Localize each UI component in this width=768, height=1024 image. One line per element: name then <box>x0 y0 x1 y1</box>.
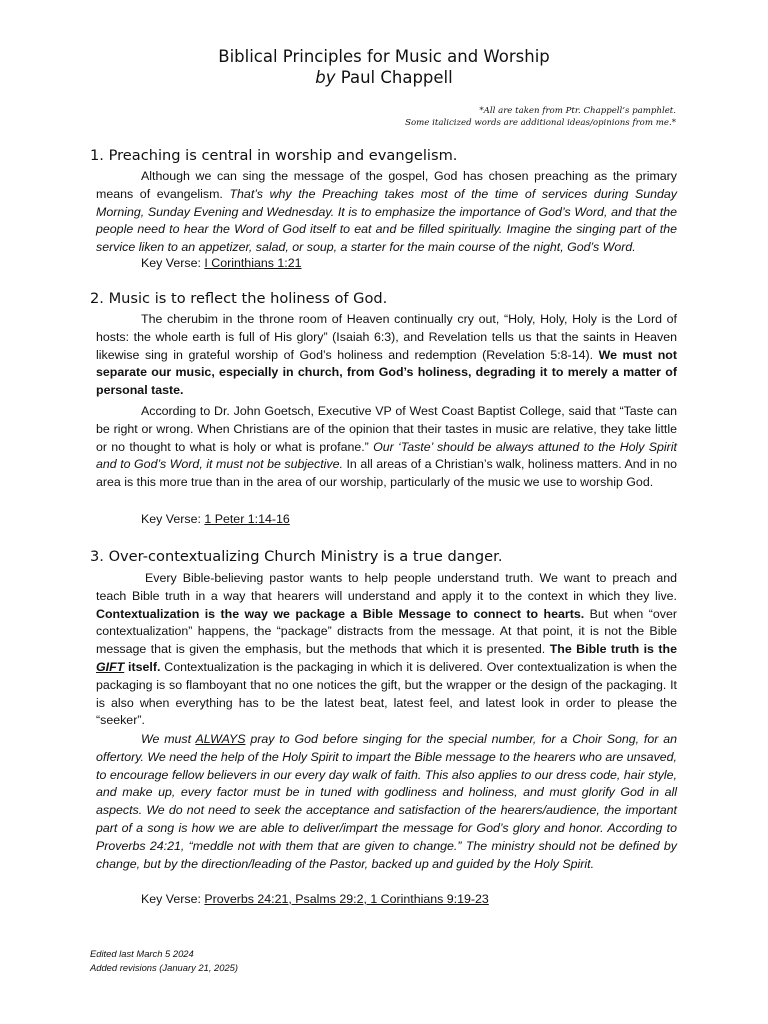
key-verse-reference: 1 Peter 1:14-16 <box>204 512 290 526</box>
section-3-heading: 3. Over-contextualizing Church Ministry is a true danger. <box>90 548 503 565</box>
section-2-p2-italic-text: Our ‘Taste’ should be always attuned to the Holy Spirit and to God’s Word, it must not be subjective. <box>96 439 677 472</box>
section-3-p2-text-b: pray to God before singing for the special number, for a Choir Song, for an offertory. We need the help of the Holy Spirit to impart the Bible message to the hearers who are unsaved, to encourage fellow believers in our every day walk of faith. This also applies to our dress code, hair style, and make up, every factor must be in tuned with godliness and holiness, and must glorify God in all aspects. We do not need to seek the acceptance and satisfaction of the hearers/audience, the important part of a song is how we are able to deliver/impart the message for God’s glory and honor. According to Proverbs 24:21, “meddle not with them that are given to change.” The ministry should not be defined by change, but by the direction/leading of the Pastor, backed up and guided by the Holy Spirit. <box>96 732 678 871</box>
source-note-line-2: Some italicized words are additional ideas/opinions from me.* <box>405 118 676 128</box>
section-1-paragraph <box>96 168 677 257</box>
section-2-p2-text-a: According to Dr. John Goetsch, Executive VP of West Coast Baptist College, said that “Taste can be right or wrong. When Christians are of the opinion that their tastes in music are relative, they take little or no thought to what is holy or what is profane.” <box>96 404 677 454</box>
section-2-p2-text-b: In all areas of a Christian’s walk, holiness matters. And in no area is this more true than in the area of our worship, particularly of the music we use to worship God. <box>96 457 677 490</box>
section-2-key-verse <box>141 512 290 526</box>
section-3-text-a: Every Bible-believing pastor wants to help people understand truth. We want to preach and teach Bible truth in a way that hearers will understand and apply it to the context in which they live. <box>96 571 677 603</box>
section-1-text: Although we can sing the message of the gospel, God has chosen preaching as the primary means of evangelism. <box>96 169 677 201</box>
section-1-key-verse <box>141 256 302 270</box>
section-2-heading: 2. Music is to reflect the holiness of God. <box>90 290 388 307</box>
key-verse-label: Key Verse: <box>141 256 205 270</box>
key-verse-reference: Proverbs 24:21, Psalms 29:2, 1 Corinthians 9:19-23 <box>204 892 489 906</box>
document-byline <box>0 68 768 87</box>
section-3-key-verse <box>141 892 489 906</box>
section-3-paragraph-1 <box>96 570 677 730</box>
section-2-paragraph-2 <box>96 403 677 492</box>
section-3-bold-f: itself. <box>124 659 161 674</box>
section-1-italic-text: That’s why the Preaching takes most of the time of services during Sunday Morning, Sunday Evening and Wednesday. It is to emphasize the importance of God’s Word, and that the people need to hear the Word of God itself to eat and be filled spiritually. Imagine the singing part of the service liken to an appetizer, salad, or soup, a starter for the main course of the night, God’s Word. <box>96 186 678 255</box>
section-3-text-g: Contextualization is the packaging in which it is delivered. Over contextualization is when the packaging is so flamboyant that no one notices the gift, but the wrapper or the design of the packaging. It is also when everything has to be the latest beat, latest feel, and latest look in order to please the “seeker”. <box>96 659 677 728</box>
section-2-paragraph-1 <box>96 311 677 400</box>
byline-by: by <box>315 68 336 87</box>
document-title: Biblical Principles for Music and Worship <box>218 47 550 66</box>
byline-author: Paul Chappell <box>335 68 453 87</box>
section-3-text-c: But when “over contextualization” happens, the “package” distracts from the message. At that point, it is not the Bible message that is given the emphasis, but the methods that which it is presented. <box>96 606 677 657</box>
footer-edited-date: Edited last March 5 2024 <box>90 948 194 959</box>
section-3-gift-word: GIFT <box>96 659 125 674</box>
section-3-paragraph-2 <box>96 731 677 873</box>
key-verse-label: Key Verse: <box>141 892 205 906</box>
section-3-always-word: ALWAYS <box>195 732 246 746</box>
footer-revision-date: Added revisions (January 21, 2025) <box>90 962 239 973</box>
section-3-bold-d: The Bible truth is the <box>549 642 677 657</box>
key-verse-label: Key Verse: <box>141 512 205 526</box>
section-3-bold-a: Contextualization is the way we package a Bible Message to connect to hearts. <box>96 606 585 621</box>
section-1-heading: 1. Preaching is central in worship and evangelism. <box>90 147 458 164</box>
section-2-text: The cherubim in the throne room of Heaven continually cry out, “Holy, Holy, Holy is the Lord of hosts: the whole earth is full of His glory” (Isaiah 6:3), and Revelation tells us that the saints in Heaven likewise sing in grateful worship of God’s holiness and redemption (Revelation 5:8-14). <box>96 312 677 362</box>
key-verse-reference: I Corinthians 1:21 <box>204 256 302 270</box>
source-note-line-1: *All are taken from Ptr. Chappell’s pamphlet. <box>479 106 676 116</box>
section-3-p2-text-a: We must <box>141 732 196 746</box>
section-2-bold-text: We must not separate our music, especially in church, from God’s holiness, degrading it to merely a matter of personal taste. <box>96 347 677 398</box>
